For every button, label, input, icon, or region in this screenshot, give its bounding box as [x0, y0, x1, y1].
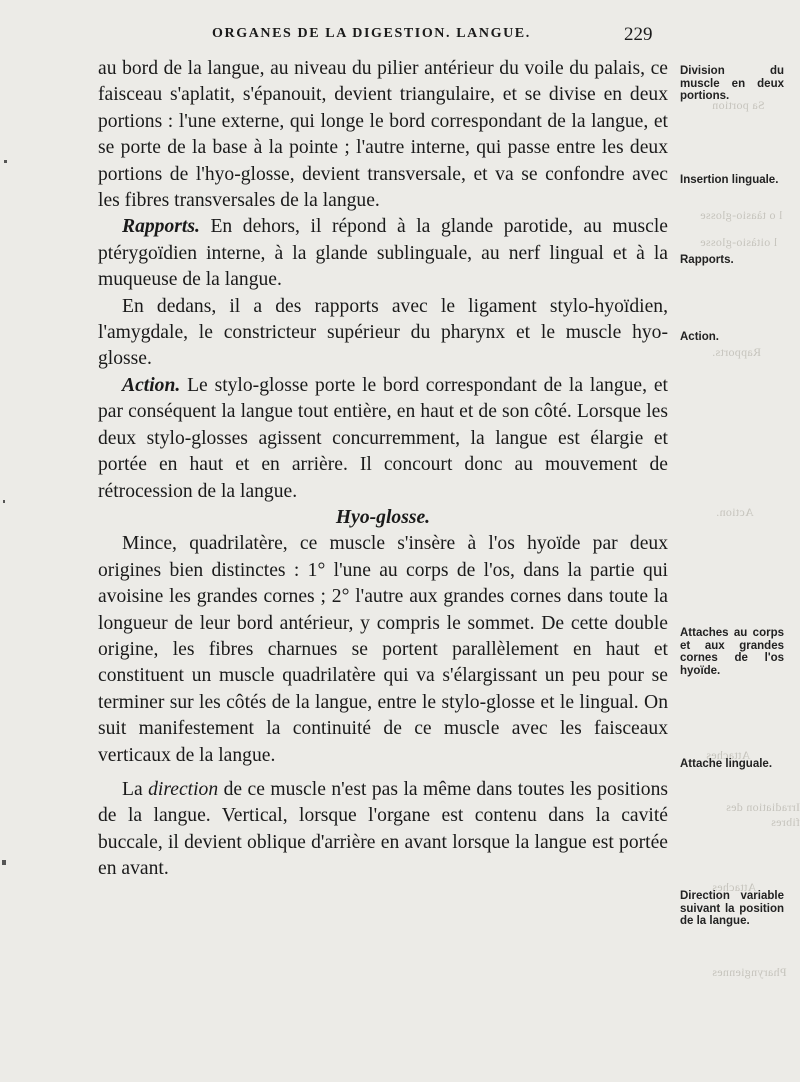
paragraph-rapports [98, 214, 668, 293]
rapports-text: En dehors, il répond à la glande parotide, au muscle ptérygoïdien interne, à la glande sublinguale, au nerf lingual et à la muqueuse de la langue. [98, 216, 668, 291]
direction-text: de ce muscle n'est pas la même dans toutes les positions de la langue. Vertical, lorsque l'organe est contenu dans la cavité buccale, il devient oblique d'arrière en avant lorsque la langue est portée en avant. [98, 778, 668, 880]
margin-note-division: Division du muscle en deux portions. [680, 65, 784, 102]
margin-note-action: Action. [680, 331, 719, 343]
bleed-through: l o tàasio-glosse [700, 208, 783, 222]
bleed-through: Action. [716, 505, 754, 519]
margin-note-attache-linguale: Attache linguale. [680, 758, 773, 770]
speck [2, 860, 6, 865]
margin-note-rapports: Rapports. [680, 254, 734, 266]
paragraph-direction [98, 777, 668, 883]
bleed-through: Sa portion [712, 98, 765, 112]
bleed-through: Attaches [712, 880, 757, 894]
action-text: Le stylo-glosse porte le bord correspondant de la langue, et par conséquent la langue tout entière, en haut et de son côté. Lorsque les deux stylo-glosses agissent concurremment, la langue est élargie et portée en haut et en arrière. Il concourt donc au mouvement de rétrocession de la langue. [98, 374, 668, 502]
direction-term: direction [148, 778, 219, 800]
margin-note-direction: Direction variable suivant la position de la langue. [680, 890, 784, 927]
speck [3, 500, 5, 503]
margin-note-attaches: Attaches au corps et aux grandes cornes de l'os hyoïde. [680, 627, 784, 677]
paragraph: au bord de la langue, au niveau du pilier antérieur du voile du palais, ce faisceau s'aplatit, s'épanouit, devient triangulaire, et se divise en deux portions : l'une externe, qui longe le bord correspondant de la langue, et se porte de la base à la pointe ; l'autre interne, qui passe entre les deux portions de l'hyo-glosse, devient transversale, et va se confondre avec les fibres transversales de la langue. [98, 58, 668, 212]
margin-note-insertion: Insertion linguale. [680, 174, 779, 186]
action-heading: Action. [122, 374, 181, 396]
body-text [98, 56, 668, 883]
page-header [212, 24, 660, 48]
bleed-through: Rapports. [712, 345, 762, 359]
paragraph-action [98, 373, 668, 505]
page-number: 229 [624, 24, 653, 45]
bleed-through: Irradiation des fibres [725, 800, 800, 829]
direction-text-start: La [122, 778, 149, 800]
rapports-heading: Rapports. [122, 216, 200, 238]
bleed-through: l oitàsio-glosse [700, 235, 778, 249]
running-title: ORGANES DE LA DIGESTION. LANGUE. [212, 26, 531, 41]
paragraph: En dedans, il a des rapports avec le ligament stylo-hyoïdien, l'amygdale, le constricteur supérieur du pharynx et le muscle hyo-glosse. [98, 295, 668, 370]
paragraph: Mince, quadrilatère, ce muscle s'insère à l'os hyoïde par deux origines bien distinctes : 1° l'une au corps de l'os, dans la partie qui avoisine les grandes cornes ; 2° l'autre aux grandes cornes dans toute la longueur de leur bord antérieur, y compris le sommet. De cette double origine, les fibres charnues se portent parallèlement en haut et constituent un muscle quadrilatère qui va s'élargissant un peu pour se terminer sur les côtés de la langue, entre le stylo-glosse et le lingual. On suit manifestement la continuité de ce muscle avec les faisceaux verticaux de la langue. [98, 533, 668, 766]
speck [4, 160, 7, 163]
bleed-through: Pharyngiennes [712, 965, 787, 979]
section-title: Hyo-glosse. [335, 506, 431, 528]
bleed-through: Attaches [706, 748, 751, 762]
